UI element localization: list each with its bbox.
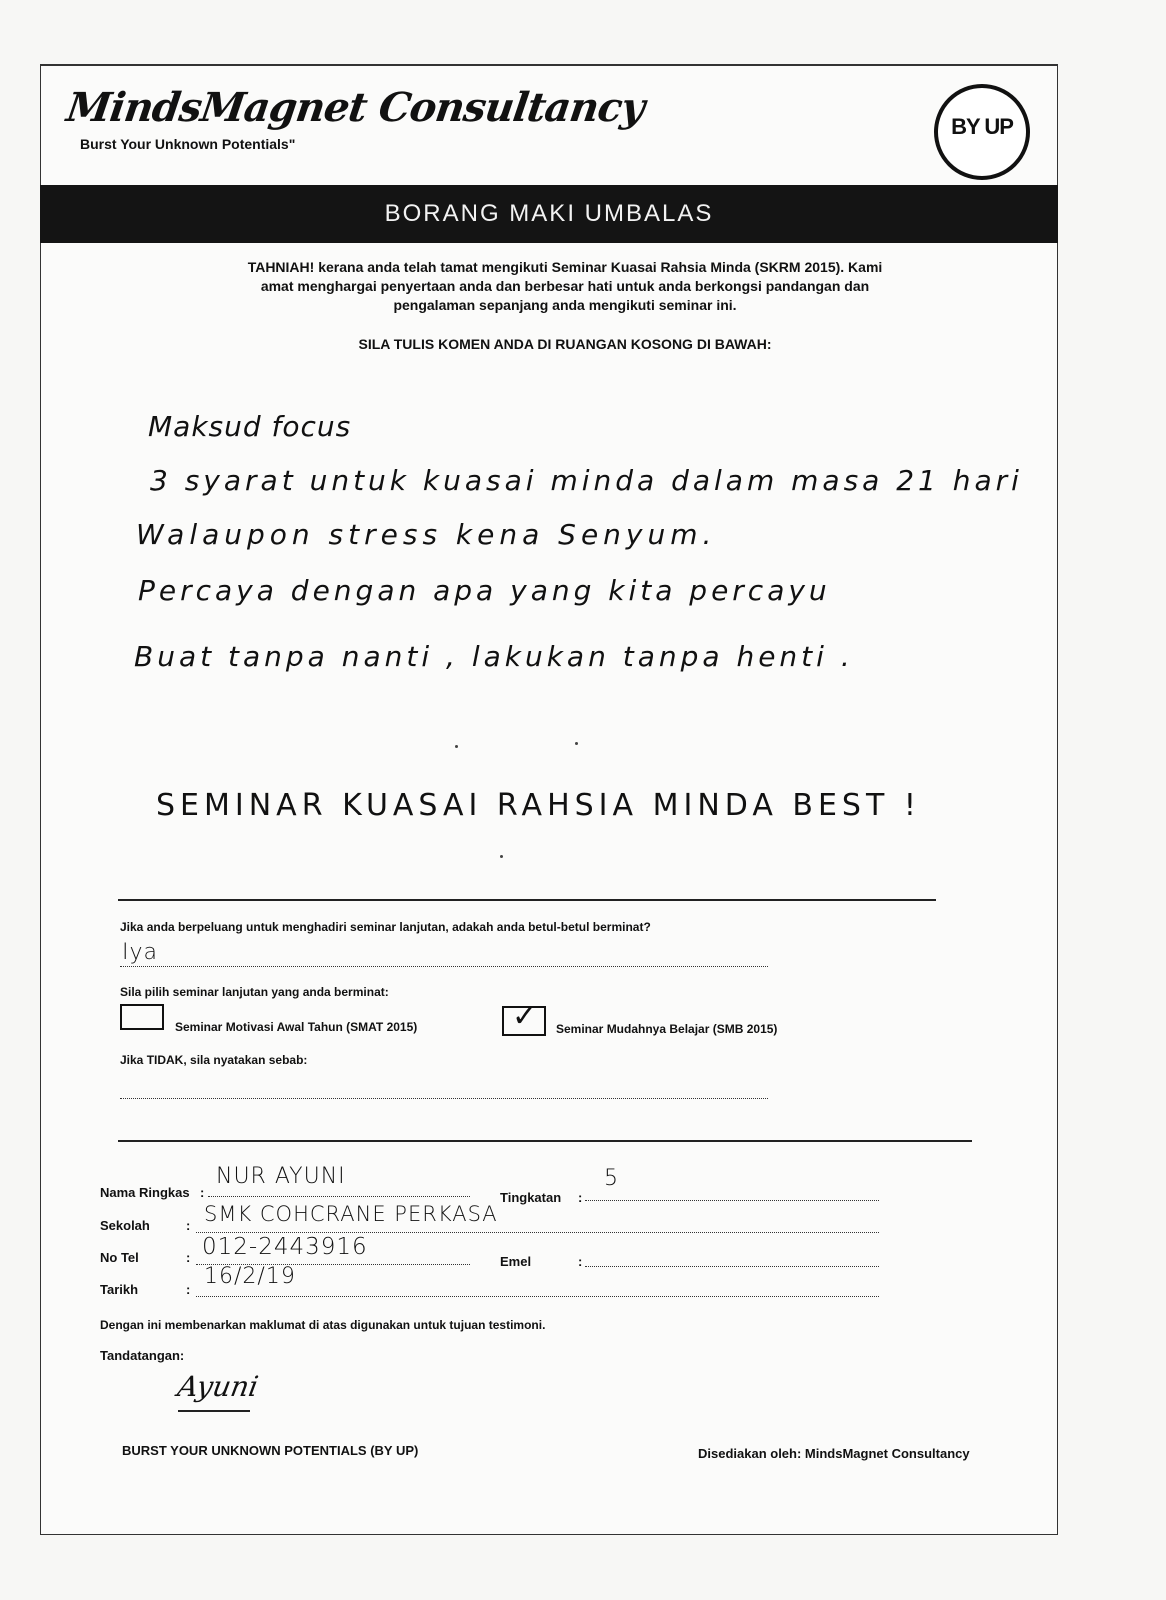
school-colon: : (186, 1218, 191, 1233)
grade-colon: : (578, 1190, 583, 1205)
section-divider (118, 899, 936, 901)
comment-instruction: SILA TULIS KOMEN ANDA DI RUANGAN KOSONG DI BAWAH: (358, 336, 772, 352)
comment-line-3: Walaupon stress kena Senyum. (136, 518, 717, 551)
date-colon: : (186, 1282, 191, 1297)
date-field[interactable]: 16/2/19 (204, 1264, 296, 1289)
footer-right: Disediakan oleh: MindsMagnet Consultancy (698, 1446, 970, 1461)
badge-label: BY UP (951, 114, 1013, 139)
followup-answer-line (120, 966, 768, 967)
option-smat-label: Seminar Motivasi Awal Tahun (SMAT 2015) (175, 1020, 418, 1034)
comment-line-1: Maksud focus (148, 410, 352, 443)
option-smb-label: Seminar Mudahnya Belajar (SMB 2015) (556, 1022, 778, 1036)
comment-line-6: SEMINAR KUASAI RAHSIA MINDA BEST ! (156, 788, 921, 823)
grade-line (585, 1200, 879, 1201)
name-label: Nama Ringkas (100, 1185, 190, 1200)
followup-question: Jika anda berpeluang untuk menghadiri seminar lanjutan, adakah anda betul-betul berminat? (120, 920, 651, 934)
consent-statement: Dengan ini membenarkan maklumat di atas digunakan untuk tujuan testimoni. (100, 1318, 546, 1332)
form-title: BORANG MAKI UMBALAS (384, 200, 714, 227)
date-label: Tarikh (100, 1282, 139, 1297)
comment-line-4: Percaya dengan apa yang kita percayu (138, 574, 831, 607)
company-tagline: Burst Your Unknown Potentials" (80, 136, 296, 152)
school-field[interactable]: SMK COHCRANE PERKASA (204, 1202, 498, 1226)
school-label: Sekolah (100, 1218, 150, 1233)
form-title-bar (40, 185, 1058, 243)
date-line (196, 1296, 879, 1297)
comment-line-2: 3 syarat untuk kuasai minda dalam masa 21 hari (150, 464, 1023, 497)
footer-left: BURST YOUR UNKNOWN POTENTIALS (BY UP) (122, 1443, 419, 1458)
section-divider (118, 1140, 972, 1142)
by-up-badge-icon (934, 84, 1030, 180)
intro-line-3: pengalaman sepanjang anda mengikuti seminar ini. (393, 297, 737, 313)
grade-label: Tingkatan (500, 1190, 562, 1205)
signature-image: Ayuni (175, 1370, 261, 1403)
reason-input-line[interactable] (120, 1098, 768, 1099)
intro-line-2: amat menghargai penyertaan anda dan berbesar hati untuk anda berkongsi pandangan dan (260, 278, 870, 294)
name-colon: : (200, 1185, 205, 1200)
option-smb-checkbox[interactable] (502, 1000, 546, 1036)
paper-speck (575, 742, 578, 745)
phone-label: No Tel (100, 1250, 139, 1265)
paper-speck (455, 745, 458, 748)
email-field[interactable] (585, 1266, 879, 1267)
email-colon: : (578, 1254, 583, 1269)
intro-line-1: TAHNIAH! kerana anda telah tamat mengikuti Seminar Kuasai Rahsia Minda (SKRM 2015). Kami (247, 259, 883, 275)
followup-answer[interactable]: Iya (122, 940, 158, 965)
signature-underline (178, 1410, 250, 1412)
school-line (196, 1232, 879, 1233)
company-logo: MindsMagnet Consultancy (63, 84, 647, 131)
phone-colon: : (186, 1250, 191, 1265)
grade-field[interactable]: 5 (604, 1166, 619, 1191)
intro-paragraph (145, 258, 985, 315)
name-field[interactable]: NUR AYUNI (216, 1164, 346, 1189)
choose-seminar-label: Sila pilih seminar lanjutan yang anda berminat: (120, 985, 389, 999)
paper-speck (500, 855, 503, 858)
email-label: Emel (500, 1254, 532, 1269)
phone-field[interactable]: 012-2443916 (202, 1234, 368, 1260)
checkmark-icon: ✓ (512, 1000, 538, 1033)
option-smat-checkbox[interactable] (120, 1004, 164, 1030)
signature-label: Tandatangan: (100, 1348, 185, 1363)
reason-label: Jika TIDAK, sila nyatakan sebab: (120, 1053, 308, 1067)
comment-line-5: Buat tanpa nanti , lakukan tanpa henti . (134, 640, 854, 673)
name-line (208, 1196, 470, 1197)
